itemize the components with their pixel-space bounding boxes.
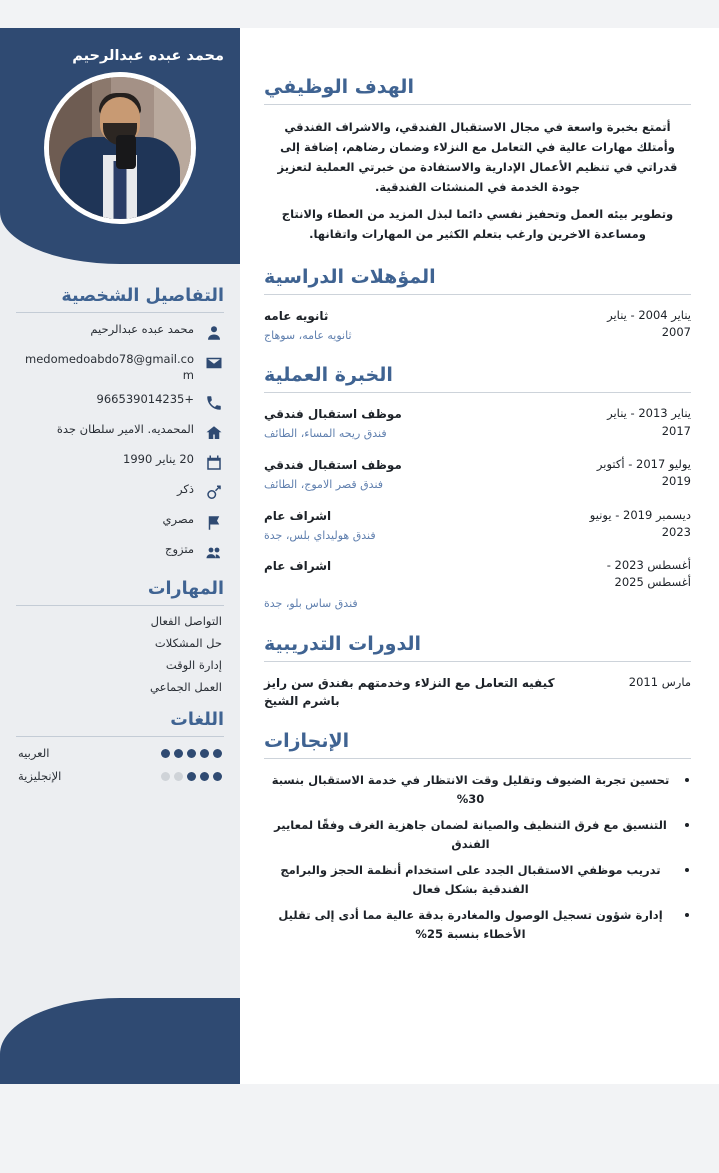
entry-title: ثانويه عامه — [264, 308, 329, 323]
contact-row — [16, 482, 224, 503]
avatar-photo — [49, 77, 191, 219]
cv-main — [240, 28, 719, 1084]
language-item — [18, 746, 222, 760]
flag-icon — [204, 513, 224, 533]
envelope-icon — [204, 353, 224, 373]
divider — [16, 736, 224, 737]
skill-item: إدارة الوقت — [165, 658, 222, 673]
skill-item: التواصل الفعال — [150, 614, 222, 629]
contact-row — [16, 512, 224, 533]
contact-name: محمد عبده عبدالرحيم — [90, 322, 194, 336]
contact-nationality: مصري — [162, 512, 194, 527]
divider — [264, 392, 691, 393]
list-item: تدريب موظفي الاستقبال الجدد على استخدام أنظمة الحجز والبرامج الفندقية بشكل فعال — [264, 861, 691, 899]
list-item: إدارة شؤون تسجيل الوصول والمغادرة بدقة عالية مما أدى إلى تقليل الأخطاء بنسبة 25% — [264, 906, 691, 944]
experience-entry — [264, 405, 691, 443]
entry-date: ديسمبر 2019 - يونيو 2023 — [589, 507, 691, 539]
education-entry — [264, 307, 691, 345]
achievements-section — [264, 730, 691, 944]
contact-row — [16, 392, 224, 413]
courses-section — [264, 633, 691, 710]
skills-heading: المهارات — [147, 579, 224, 600]
contact-row — [16, 542, 224, 563]
objective-paragraph-2: وتطوير بيئه العمل وتحفيز نفسي دائما لبذل المزيد من العطاء والانتاج ومساعدة الاخرين وارغب بتعلم الكثير من المهارات واتقانها. — [281, 206, 674, 241]
avatar — [44, 72, 196, 224]
entry-date: أغسطس 2023 - أغسطس 2025 — [606, 558, 691, 590]
objective-section — [264, 76, 691, 244]
users-icon — [204, 543, 224, 563]
experience-entry — [264, 456, 691, 494]
cv-sidebar — [0, 28, 240, 1084]
language-item — [18, 769, 222, 783]
divider — [264, 104, 691, 105]
sidebar-header — [0, 28, 240, 264]
sidebar-body — [0, 264, 240, 783]
contact-birthdate: 20 يناير 1990 — [123, 452, 194, 467]
achievements-heading: الإنجازات — [264, 729, 350, 752]
divider — [16, 312, 224, 313]
divider — [16, 605, 224, 606]
languages-heading: اللغات — [170, 710, 224, 731]
gender-icon — [204, 483, 224, 503]
cv-document — [0, 28, 719, 1084]
skill-item: العمل الجماعي — [150, 680, 222, 695]
language-level-dots — [161, 749, 222, 758]
experience-entry — [264, 507, 691, 545]
entry-title: اشراف عام — [264, 559, 332, 574]
divider — [264, 758, 691, 759]
education-heading: المؤهلات الدراسية — [264, 265, 436, 288]
contact-row — [16, 422, 224, 443]
education-section — [264, 266, 691, 345]
entry-subtitle: فندق ساس بلو، جدة — [264, 597, 358, 611]
entry-date: يناير 2013 - يناير 2017 — [607, 406, 691, 438]
contact-phone: +966539014235 — [96, 392, 194, 407]
sidebar-footer — [0, 998, 240, 1084]
contact-row — [16, 452, 224, 473]
contact-address: المحمديه. الامير سلطان جدة — [56, 422, 194, 437]
entry-subtitle: فندق قصر الاموج، الطائف — [264, 477, 384, 491]
divider — [264, 294, 691, 295]
language-level-dots — [161, 772, 222, 781]
phone-icon — [204, 393, 224, 413]
language-name: العربيه — [18, 746, 50, 761]
achievements-list — [264, 771, 691, 944]
personal-details-heading: التفاصيل الشخصية — [61, 286, 224, 306]
course-entry — [264, 674, 691, 710]
entry-date: يوليو 2017 - أكتوبر 2019 — [596, 456, 691, 489]
entry-title: موظف استقبال فندقي — [264, 407, 402, 422]
home-icon — [204, 423, 224, 443]
entry-title: اشراف عام — [264, 508, 332, 523]
objective-paragraph-1: أتمتع بخبرة واسعة في مجال الاستقبال الفندقي، والاشراف الفندقي وأمتلك مهارات عالية في التعامل مع النزلاء وضمان رضاهم، إضافة إلى قدراتي في تنظيم الأعمال الإدارية والاستفادة من خبرتي العملية لتعزيز جودة الخدمة في المنشئات الفندقية. — [277, 120, 678, 195]
contact-email[interactable]: medomedoabdo78@gmail.com — [25, 352, 194, 382]
entry-subtitle: ثانويه عامه، سوهاج — [264, 328, 352, 342]
experience-heading: الخبرة العملية — [264, 364, 393, 387]
skill-item: حل المشكلات — [154, 636, 222, 651]
contact-row — [16, 322, 224, 343]
list-item: التنسيق مع فرق التنظيف والصيانة لضمان جاهزية الغرف وفقًا لمعايير الفندق — [264, 816, 691, 854]
entry-date: مارس 2011 — [628, 674, 691, 689]
candidate-name: محمد عبده عبدالرحيم — [72, 48, 224, 64]
contact-marital-status: متزوج — [165, 542, 194, 557]
divider — [264, 661, 691, 662]
entry-date: يناير 2004 - يناير 2007 — [607, 307, 691, 339]
entry-title: موظف استقبال فندقي — [264, 457, 402, 472]
contact-row — [16, 352, 224, 383]
language-name: الإنجليزية — [18, 769, 62, 784]
entry-subtitle: فندق ريحه المساء، الطائف — [264, 427, 387, 441]
calendar-icon — [204, 453, 224, 473]
experience-section — [264, 364, 691, 612]
entry-subtitle: فندق هوليداي بلس، جدة — [264, 528, 376, 542]
contact-gender: ذكر — [177, 482, 194, 497]
experience-entry — [264, 557, 691, 613]
courses-heading: الدورات التدريبية — [264, 632, 422, 655]
user-icon — [204, 323, 224, 343]
objective-heading: الهدف الوظيفي — [264, 76, 414, 98]
entry-title: كيفيه التعامل مع النزلاء وخدمتهم بفندق سن رايز باشرم الشيخ — [264, 675, 555, 708]
list-item: تحسين تجربة الضيوف وتقليل وقت الانتظار في خدمة الاستقبال بنسبة 30% — [264, 771, 691, 809]
